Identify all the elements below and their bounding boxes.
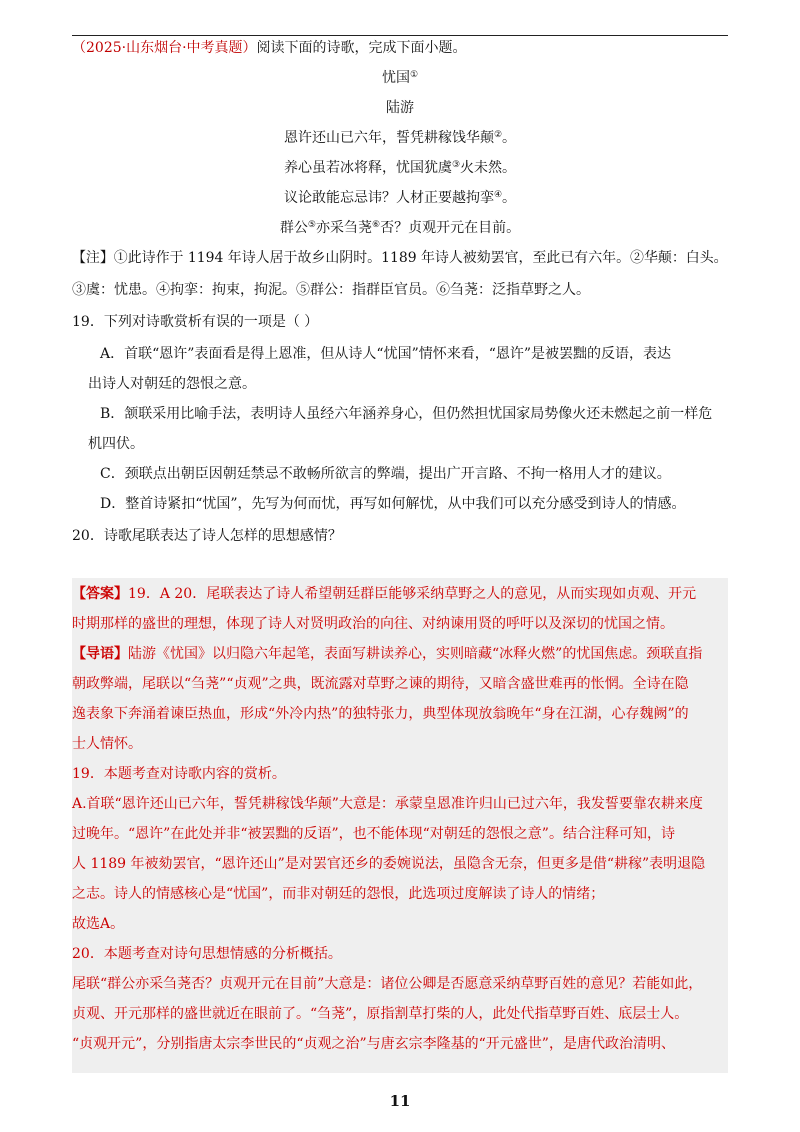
poem-line-text: 否？贞观开元在目前。 [380, 220, 521, 236]
page-number: 11 [389, 1092, 411, 1110]
poem-line-4 [0, 216, 800, 240]
answer-text: 19．A 20．尾联表达了诗人希望朝廷群臣能够采纳草野之人的意见，从而实现如贞观、开元 [128, 586, 697, 602]
answer-tag: 【答案】 [72, 586, 128, 602]
explain-19-line-4: 之志。诗人的情感核心是“忧国”，而非对朝廷的怨恨，此选项过度解读了诗人的情绪； [72, 886, 605, 902]
poem-line-text: 。 [502, 190, 517, 206]
question-header [72, 36, 728, 60]
poem-line-text: 养心虽若冰将释，忧国犹虞 [283, 160, 452, 176]
question-source: （2025·山东烟台·中考真题） [72, 40, 257, 56]
notes-line-2: ③虞：忧患。④拘挛：拘束，拘泥。⑤群公：指群臣官员。⑥刍荛：泛指草野之人。 [72, 282, 590, 298]
answer-line-2: 时期那样的盛世的理想，体现了诗人对贤明政治的向往、对纳谏用贤的呼吁以及深切的忧国之情。 [72, 616, 674, 632]
poem-line-3 [0, 186, 800, 210]
guide-line-2: 朝政弊端，尾联以“刍荛”“贞观”之典，既流露对草野之谏的期待，又暗含盛世难再的怅惘。全诗在隐 [72, 676, 689, 692]
q19-option-b-line2: 机四伏。 [88, 436, 144, 452]
explain-20-line-3: “贞观开元”，分别指唐太宗李世民的“贞观之治”与唐玄宗李隆基的“开元盛世”，是唐代政治清明、 [72, 1036, 675, 1052]
explain-19-line-1: A.首联“恩许还山已六年，誓凭耕稼饯华颠”大意是：承蒙皇恩准许归山已过六年，我发誓要靠农耕来度 [72, 796, 703, 812]
note-marker: ③ [451, 160, 461, 170]
explain-20-title: 20．本题考查对诗句思想情感的分析概括。 [72, 946, 342, 962]
guide-line-1 [72, 642, 728, 666]
q19-option-d: D．整首诗紧扣“忧国”，先写为何而忧，再写如何解忧，从中我们可以充分感受到诗人的情感。 [100, 496, 686, 512]
explain-20-line-1: 尾联“群公亦采刍荛否？贞观开元在目前”大意是：诸位公卿是否愿意采纳草野百姓的意见？若能如此， [72, 976, 703, 992]
poem-line-text: 。 [502, 130, 517, 146]
note-marker: ② [493, 130, 503, 140]
explain-19-line-3: 人 1189 年被劾罢官，“恩许还山”是对罢官还乡的委婉说法，虽隐含无奈，但更多是借“耕稼”表明退隐 [72, 856, 706, 872]
q20-stem: 20．诗歌尾联表达了诗人怎样的思想感情？ [72, 528, 342, 544]
guide-line-4: 士人情怀。 [72, 736, 142, 752]
note-marker: ④ [493, 190, 503, 200]
explain-19-title: 19．本题考查对诗歌内容的赏析。 [72, 766, 286, 782]
note-marker: ⑥ [372, 220, 381, 230]
guide-tag: 【导语】 [72, 646, 128, 662]
q19-option-b-line1: B．颔联采用比喻手法，表明诗人虽经六年涵养身心，但仍然担忧国家局势像火还未燃起之前一样危 [100, 406, 713, 422]
poem-line-text: 火未然。 [460, 160, 517, 176]
poem-line-text: 群公 [279, 220, 308, 236]
question-instruction: 阅读下面的诗歌，完成下面小题。 [256, 40, 467, 56]
notes-line-1: 【注】①此诗作于 1194 年诗人居于故乡山阴时。1189 年诗人被劾罢官，至此已有六年。②华颠：白头。 [72, 250, 728, 266]
explain-20-line-2: 贞观、开元那样的盛世就近在眼前了。“刍荛”，原指割草打柴的人，此处代指草野百姓、底层士人。 [72, 1006, 689, 1022]
q19-option-a-line2: 出诗人对朝廷的怨恨之意。 [88, 376, 256, 392]
poem-line-1 [0, 126, 800, 150]
guide-text: 陆游《忧国》以归隐六年起笔，表面写耕读养心，实则暗藏“冰释火燃”的忧国焦虑。颈联直指 [128, 646, 703, 662]
q19-stem: 19．下列对诗歌赏析有误的一项是（ ） [72, 314, 319, 330]
note-marker: ① [409, 70, 419, 80]
q19-option-a-line1: A．首联“恩许”表面看是得上恩准，但从诗人“忧国”情怀来看，“恩许”是被罢黜的反语，表达 [100, 346, 672, 362]
poem-line-text: 亦采刍荛 [316, 220, 372, 236]
note-marker: ⑤ [307, 220, 316, 230]
guide-line-3: 逸表象下奔涌着谏臣热血，形成“外冷内热”的独特张力，典型体现放翁晚年“身在江湖，心存魏阙”的 [72, 706, 689, 722]
answer-line-1 [72, 582, 728, 606]
q19-option-c: C．颈联点出朝臣因朝廷禁忌不敢畅所欲言的弊端，提出广开言路、不拘一格用人才的建议。 [100, 466, 671, 482]
poem-line-2 [0, 156, 800, 180]
poem-title-text: 忧国 [381, 70, 410, 86]
explain-19-line-2: 过晚年。“恩许”在此处并非“被罢黜的反语”，也不能体现“对朝廷的怨恨之意”。结合注释可知，诗 [72, 826, 675, 842]
explain-19-conclusion: 故选A。 [72, 916, 125, 932]
poem-author: 陆游 [386, 100, 414, 116]
poem-line-text: 议论敢能忘忌讳？人材正要越拘挛 [283, 190, 494, 206]
poem-line-text: 恩许还山已六年，誓凭耕稼饯华颠 [283, 130, 494, 146]
poem-title [0, 66, 800, 90]
